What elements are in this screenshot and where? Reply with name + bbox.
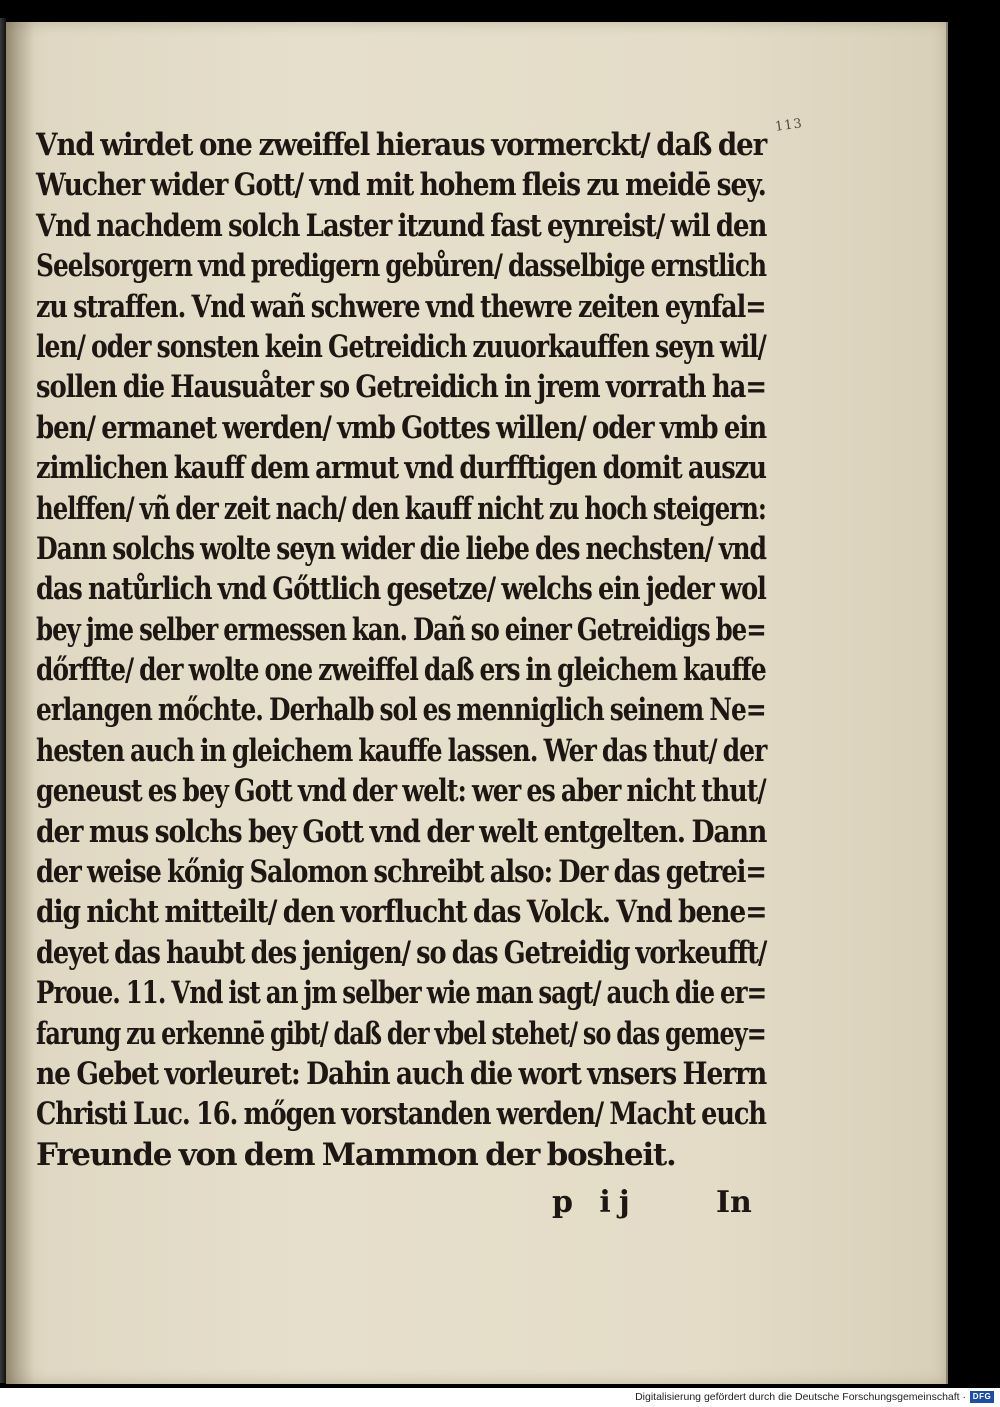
text-line: Proue. 11. Vnd ist an jm selber wie man sagt/ auch die er= — [36, 975, 767, 1012]
text-line: Freunde von dem Mammon der bosheit. — [36, 1136, 676, 1173]
text-line: der mus solchs bey Gott vnd der welt entgelten. Dann — [36, 813, 767, 850]
funding-credit: Digitalisierung gefördert durch die Deutsche Forschungsgemeinschaft · — [635, 1391, 966, 1403]
page-edge — [946, 22, 948, 1384]
text-line: Dann solchs wolte seyn wider die liebe des nechsten/ vnd — [36, 530, 767, 567]
text-line: der weise kőnig Salomon schreibt also: Der das getrei= — [36, 854, 766, 891]
text-line: len/ oder sonsten kein Getreidich zuuorkauffen seyn wil/ — [36, 328, 766, 365]
text-line: Vnd wirdet one zweiffel hieraus vormerckt/ daß der — [36, 127, 767, 163]
text-line: dig nicht mitteilt/ den vorflucht das Volck. Vnd bene= — [36, 894, 767, 931]
dfg-logo: DFG — [970, 1391, 994, 1403]
text-line: Wucher wider Gott/ vnd mit hohem fleis zu meidē sey. — [36, 167, 766, 204]
text-line: hesten auch in gleichem kauffe lassen. Wer das thut/ der — [36, 732, 767, 769]
text-line: bey jme selber ermessen kan. Dañ so einer Getreidigs be= — [36, 611, 766, 648]
page-body — [36, 125, 766, 1175]
text-line: Seelsorgern vnd predigern gebůren/ dasselbige ernstlich — [36, 248, 767, 285]
text-line: zimlichen kauff dem armut vnd durfftigen domit auszu — [36, 450, 766, 487]
text-line: erlangen mőchte. Derhalb sol es menniglich seinem Ne= — [36, 692, 766, 729]
text-line: helffen/ vñ der zeit nach/ den kauff nicht zu hoch steigern: — [36, 490, 766, 527]
signature-mark: p ij — [552, 1185, 638, 1220]
footer-bar — [0, 1388, 1000, 1407]
folio-number: 113 — [774, 116, 804, 135]
text-line: geneust es bey Gott vnd der welt: wer es aber nicht thut/ — [36, 773, 766, 810]
text-line: ne Gebet vorleuret: Dahin auch die wort vnsers Herrn — [36, 1055, 767, 1092]
page-bottom-marks — [6, 1185, 946, 1225]
text-line: Christi Luc. 16. mőgen vorstanden werden/ Macht euch — [36, 1096, 766, 1133]
text-line: ben/ ermanet werden/ vmb Gottes willen/ oder vmb ein — [36, 409, 767, 446]
text-line: farung zu erkennē gibt/ daß der vbel stehet/ so das gemey= — [36, 1015, 766, 1052]
catchword: In — [716, 1185, 752, 1220]
text-line: das natůrlich vnd Gőttlich gesetze/ welchs ein jeder wol — [36, 571, 766, 608]
text-line: dőrffte/ der wolte one zweiffel daß ers in gleichem kauffe — [36, 652, 766, 689]
text-line: Vnd nachdem solch Laster itzund fast eynreist/ wil den — [36, 207, 767, 244]
text-line: deyet das haubt des jenigen/ so das Getreidig vorkeufft/ — [36, 934, 767, 971]
book-page — [6, 22, 946, 1384]
text-line: zu straffen. Vnd wañ schwere vnd thewre zeiten eynfal= — [36, 288, 766, 325]
text-line: sollen die Hausuåter so Getreidich in jrem vorrath ha= — [36, 369, 766, 406]
